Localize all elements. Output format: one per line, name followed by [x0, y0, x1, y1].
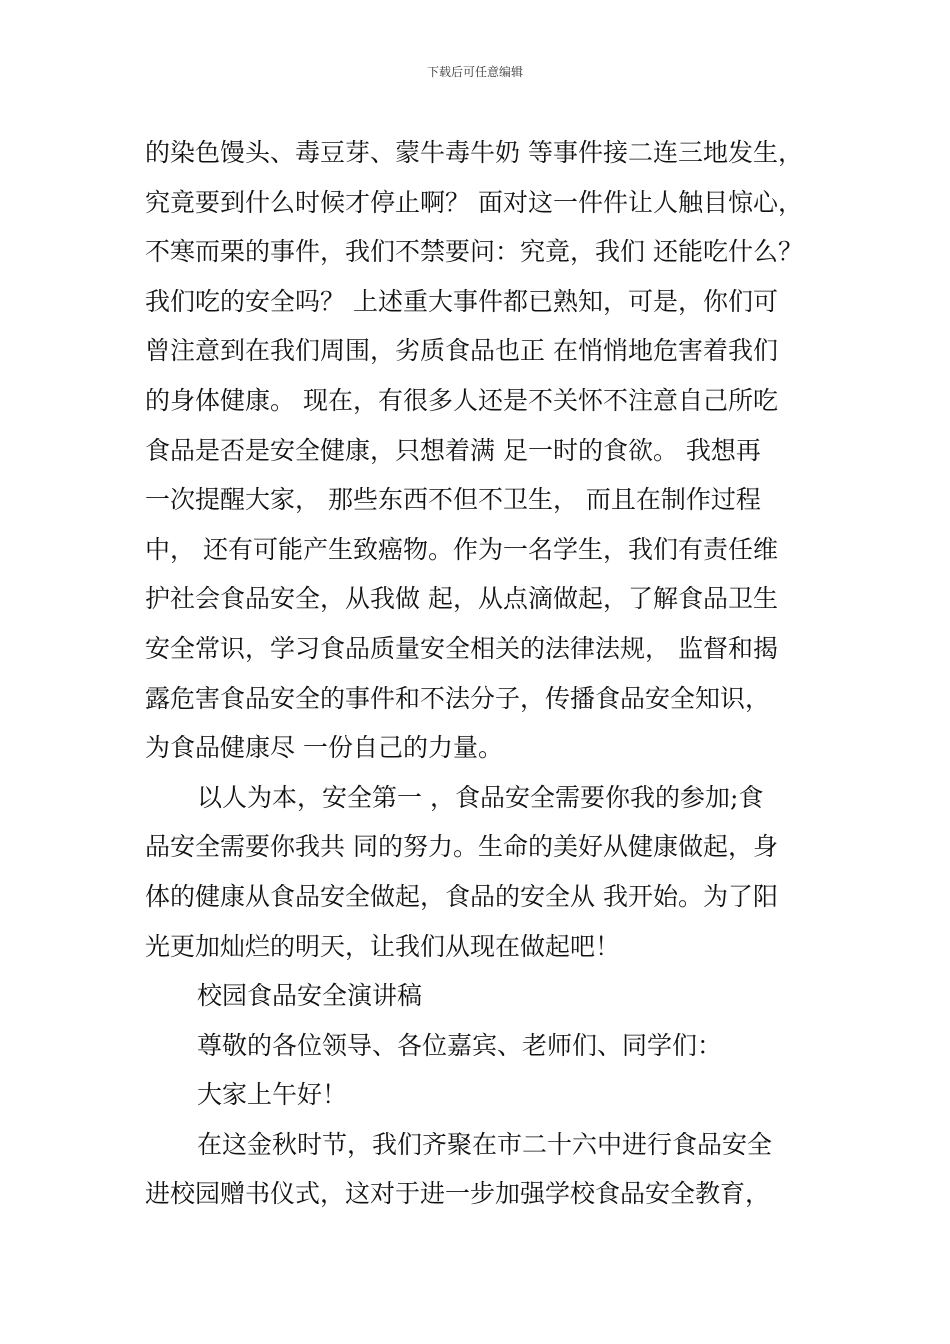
text-line: 安全常识，学习食品质量安全相关的法律法规， 监督和揭: [145, 633, 778, 663]
text-line: 校园食品安全演讲稿: [197, 981, 423, 1011]
text-line: 进校园赠书仪式，这对于进一步加强学校食品安全教育，: [145, 1179, 771, 1209]
text-line: 中， 还有可能产生致癌物。作为一名学生，我们有责任维: [145, 534, 778, 564]
text-line: 光更加灿烂的明天，让我们从现在做起吧！: [145, 931, 621, 961]
text-line: 不寒而栗的事件，我们不禁要问：究竟，我们 还能吃什么？: [145, 237, 803, 267]
text-line: 在这金秋时节，我们齐聚在市二十六中进行食品安全: [197, 1129, 773, 1159]
text-line: 品安全需要你我共 同的努力。生命的美好从健康做起，身: [145, 832, 778, 862]
text-line: 一次提醒大家， 那些东西不但不卫生， 而且在制作过程: [145, 485, 761, 515]
text-line: 究竟要到什么时候才停止啊？ 面对这一件件让人触目惊心，: [145, 187, 803, 217]
text-line: 露危害食品安全的事件和不法分子，传播食品安全知识，: [145, 683, 771, 713]
text-line: 曾注意到在我们周围，劣质食品也正 在悄悄地危害着我们: [145, 336, 778, 366]
text-line: 体的健康从食品安全做起，食品的安全从 我开始。为了阳: [145, 881, 778, 911]
document-body: [145, 128, 825, 1219]
text-line: 的身体健康。 现在，有很多人还是不关怀不注意自己所吃: [145, 385, 778, 415]
text-line: 护社会食品安全，从我做 起，从点滴做起，了解食品卫生: [145, 584, 778, 614]
text-line: 尊敬的各位领导、各位嘉宾、老师们、同学们：: [197, 1030, 723, 1060]
text-line: 的染色馒头、毒豆芽、蒙牛毒牛奶 等事件接二连三地发生，: [145, 138, 803, 167]
text-line: 大家上午好！: [197, 1080, 348, 1110]
text-line: 以人为本，安全第一 ，食品安全需要你我的参加;食: [197, 782, 764, 812]
page-header: 下载后可任意编辑: [426, 65, 523, 79]
text-line: 食品是否是安全健康，只想着满 足一时的食欲。 我想再: [145, 435, 761, 465]
text-line: 我们吃的安全吗？ 上述重大事件都已熟知，可是，你们可: [145, 286, 778, 316]
text-line: 为食品健康尽 一份自己的力量。: [145, 733, 503, 763]
